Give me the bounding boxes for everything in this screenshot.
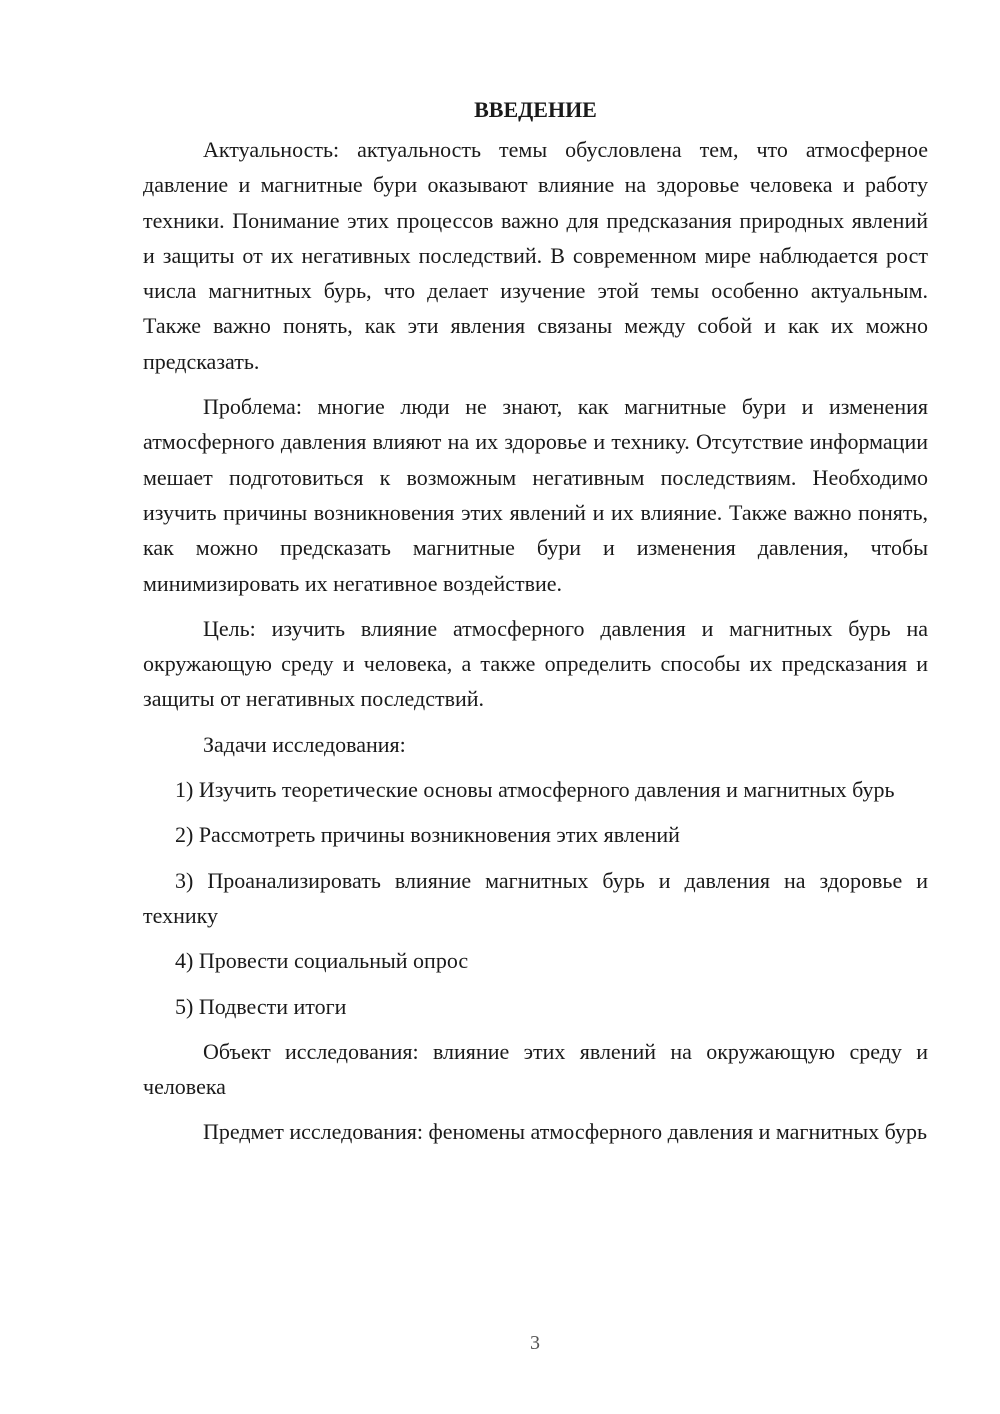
task-item-2: 2) Рассмотреть причины возникновения этих явлений [175, 822, 680, 848]
section-title: ВВЕДЕНИЕ [474, 97, 597, 122]
page-number: 3 [530, 1332, 540, 1354]
tasks-heading: Задачи исследования: [203, 731, 406, 757]
task-item-4: 4) Провести социальный опрос [175, 948, 469, 974]
relevance-paragraph: Актуальность: актуальность темы обусловлена тем, что атмосферное давление и магнитные бури оказывают влияние на здоровье человека и работу техники. Понимание этих процессов важно для предсказания природных явлений и защиты от их негативных последствий. В современном мире наблюдается рост числа магнитных бурь, что делает изучение этой темы особенно актуальным. Также важно понять, как эти явления связаны между собой и как их можно предсказать. [143, 137, 928, 374]
document-page [143, 92, 928, 1160]
goal-paragraph: Цель: изучить влияние атмосферного давления и магнитных бурь на окружающую среду и человека, а также определить способы их предсказания и защиты от негативных последствий. [143, 615, 928, 712]
object-paragraph: Объект исследования: влияние этих явлений на окружающую среду и человека [143, 1038, 928, 1100]
subject-paragraph: Предмет исследования: феномены атмосферного давления и магнитных бурь [203, 1119, 928, 1145]
task-item-5: 5) Подвести итоги [175, 993, 347, 1019]
problem-paragraph: Проблема: многие люди не знают, как магнитные бури и изменения атмосферного давления влияют на их здоровье и технику. Отсутствие информации мешает подготовиться к возможным негативным последствиям. Необходимо изучить причины возникновения этих явлений и их влияние. Также важно понять, как можно предсказать магнитные бури и изменения давления, чтобы минимизировать их негативное воздействие. [143, 394, 928, 596]
task-item-3: 3) Проанализировать влияние магнитных бурь и давления на здоровье и технику [143, 867, 928, 928]
task-item-1: 1) Изучить теоретические основы атмосферного давления и магнитных бурь [175, 777, 895, 803]
